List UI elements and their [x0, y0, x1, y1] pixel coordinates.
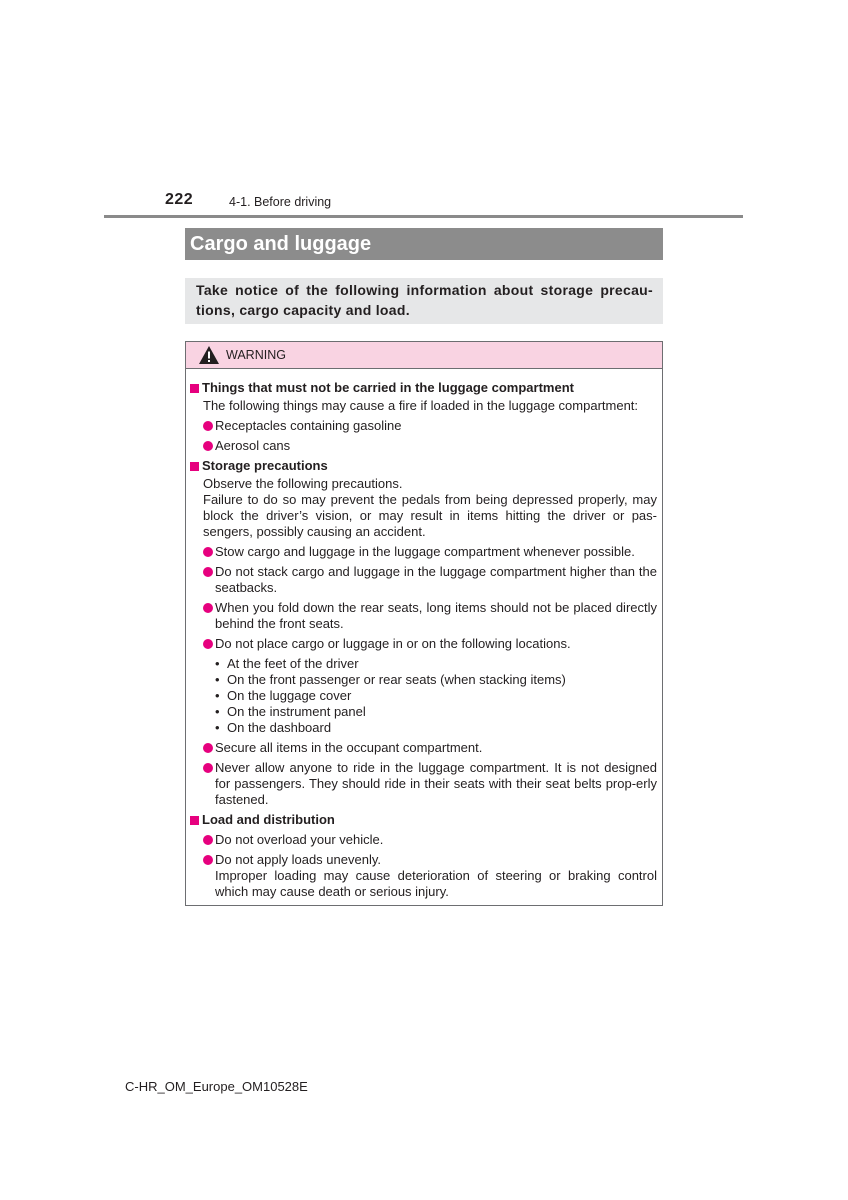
round-bullet-icon [203, 421, 213, 431]
sub-list-item [190, 672, 657, 688]
list-item-text: Secure all items in the occupant compartment. [215, 740, 483, 755]
warning-subheading-text: Load and distribution [202, 812, 335, 827]
round-bullet-icon [203, 743, 213, 753]
list-item [190, 600, 657, 632]
warning-paragraph: Failure to do so may prevent the pedals from being depressed properly, may block the driver’s vision, or may result in items hitting the driver or pas-sengers, possibly causing an accident. [203, 492, 657, 539]
list-item-text: Do not stack cargo and luggage in the luggage compartment higher than the seatbacks. [215, 564, 657, 595]
warning-body [186, 369, 662, 900]
sub-bullet-mark: • [215, 688, 220, 703]
list-item [190, 740, 657, 756]
list-item [190, 852, 657, 900]
sub-list-item-text: On the dashboard [227, 720, 332, 735]
list-item-text: Receptacles containing gasoline [215, 418, 402, 433]
sub-bullet-mark: • [215, 720, 220, 735]
sub-list-item-text: At the feet of the driver [227, 656, 359, 671]
warning-subheading-text: Things that must not be carried in the luggage compartment [202, 380, 574, 395]
sub-bullet-mark: • [215, 672, 220, 687]
sub-list-item-text: On the front passenger or rear seats (when stacking items) [227, 672, 566, 687]
header-rule [104, 215, 743, 218]
list-item-text: Aerosol cans [215, 438, 291, 453]
round-bullet-icon [203, 567, 213, 577]
warning-triangle-icon [198, 345, 220, 365]
list-item [190, 418, 657, 434]
warning-subheading [190, 458, 657, 474]
list-item-text: When you fold down the rear seats, long items should not be placed directly behind the front seats. [215, 600, 657, 631]
page-title: Cargo and luggage [185, 228, 663, 260]
sub-list-item-text: On the luggage cover [227, 688, 352, 703]
warning-label: WARNING [226, 348, 286, 362]
list-item-text: Never allow anyone to ride in the luggage compartment. It is not designed for passengers. They should ride in their seats with their seat belts prop-erly fastened. [215, 760, 657, 807]
section-label: 4-1. Before driving [229, 195, 332, 209]
warning-subheading-text: Storage precautions [202, 458, 328, 473]
page-number: 222 [165, 191, 194, 208]
list-item-text: Do not overload your vehicle. [215, 832, 384, 847]
round-bullet-icon [203, 763, 213, 773]
round-bullet-icon [203, 835, 213, 845]
sub-list-item [190, 720, 657, 736]
square-bullet-icon [190, 816, 199, 825]
list-item [190, 636, 657, 652]
list-item [190, 564, 657, 596]
square-bullet-icon [190, 384, 199, 393]
round-bullet-icon [203, 639, 213, 649]
warning-box [185, 341, 663, 906]
list-item-text: Do not apply loads unevenly. [215, 852, 381, 867]
warning-header [186, 342, 662, 369]
warning-paragraph: The following things may cause a fire if loaded in the luggage compartment: [203, 398, 639, 413]
sub-bullet-mark: • [215, 656, 220, 671]
list-item [190, 760, 657, 808]
square-bullet-icon [190, 462, 199, 471]
footer-code: C-HR_OM_Europe_OM10528E [125, 1079, 308, 1094]
sub-list-item [190, 656, 657, 672]
sub-list-item [190, 688, 657, 704]
list-item [190, 438, 657, 454]
warning-subheading [190, 380, 657, 396]
sub-list-item [190, 704, 657, 720]
round-bullet-icon [203, 547, 213, 557]
intro-box: Take notice of the following information about storage precau-tions, cargo capacity and load. [185, 278, 663, 324]
list-item-text: Do not place cargo or luggage in or on the following locations. [215, 636, 571, 651]
sub-bullet-mark: • [215, 704, 220, 719]
sub-list-item-text: On the instrument panel [227, 704, 366, 719]
round-bullet-icon [203, 441, 213, 451]
round-bullet-icon [203, 603, 213, 613]
round-bullet-icon [203, 855, 213, 865]
list-item-detail: Improper loading may cause deterioration of steering or braking control which may cause death or serious injury. [215, 868, 657, 899]
list-item-text: Stow cargo and luggage in the luggage compartment whenever possible. [215, 544, 635, 559]
warning-subheading [190, 812, 657, 828]
warning-paragraph: Observe the following precautions. [203, 476, 403, 491]
list-item [190, 832, 657, 848]
list-item [190, 544, 657, 560]
